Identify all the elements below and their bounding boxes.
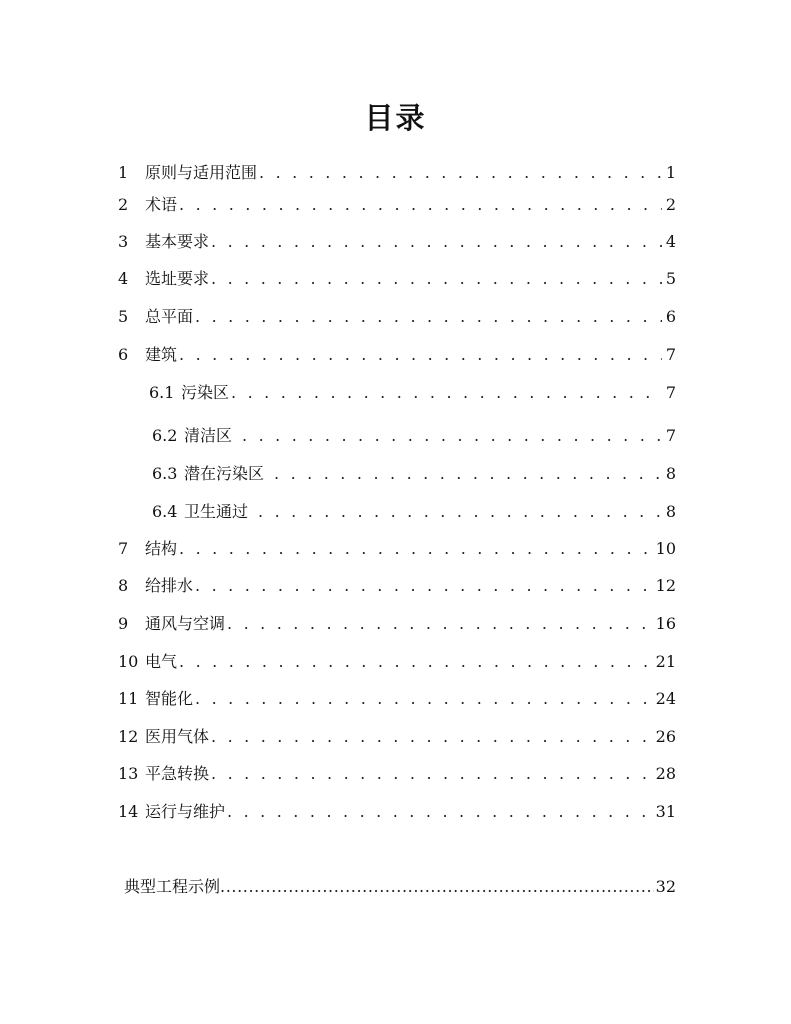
toc-entry-page: 21 bbox=[655, 652, 676, 671]
toc-entry-label: 基本要求 bbox=[145, 232, 210, 251]
toc-entry-14[interactable] bbox=[118, 800, 676, 824]
toc-dot-leader bbox=[242, 424, 662, 448]
toc-dot-leader bbox=[258, 500, 662, 524]
toc-entry-10[interactable] bbox=[118, 650, 676, 674]
toc-entry-number: 6 bbox=[118, 345, 129, 364]
toc-dot-leader bbox=[220, 875, 654, 899]
toc-entry-number: 6.3 bbox=[152, 464, 178, 483]
toc-entry-page: 5 bbox=[665, 269, 676, 288]
toc-entry-appendix[interactable] bbox=[124, 875, 676, 899]
toc-entry-number: 4 bbox=[118, 269, 129, 288]
toc-entry-label: 典型工程示例 bbox=[124, 877, 221, 896]
toc-entry-label: 污染区 bbox=[181, 383, 230, 402]
toc-dot-leader bbox=[179, 650, 652, 674]
toc-entry-number: 6.1 bbox=[149, 383, 175, 402]
toc-entry-1[interactable] bbox=[118, 161, 676, 185]
toc-entry-label: 术语 bbox=[145, 195, 178, 214]
toc-entry-label: 建筑 bbox=[145, 345, 178, 364]
toc-dot-leader bbox=[211, 762, 652, 786]
toc-entry-number: 3 bbox=[118, 232, 129, 251]
toc-entry-page: 24 bbox=[655, 689, 676, 708]
toc-dot-leader bbox=[259, 161, 662, 185]
toc-entry-6-2[interactable] bbox=[152, 424, 676, 448]
toc-entry-label: 清洁区 bbox=[184, 426, 233, 445]
toc-entry-label: 医用气体 bbox=[145, 727, 210, 746]
page-title: 目录 bbox=[364, 101, 427, 135]
toc-entry-label: 智能化 bbox=[145, 689, 194, 708]
toc-dot-leader bbox=[211, 725, 652, 749]
toc-entry-page: 28 bbox=[655, 764, 676, 783]
toc-entry-13[interactable] bbox=[118, 762, 676, 786]
toc-entry-number: 2 bbox=[118, 195, 129, 214]
toc-entry-page: 16 bbox=[655, 614, 676, 633]
toc-dot-leader bbox=[274, 462, 662, 486]
toc-entry-2[interactable] bbox=[118, 193, 676, 217]
toc-entry-label: 潜在污染区 bbox=[184, 464, 265, 483]
toc-dot-leader bbox=[231, 381, 662, 405]
toc-dot-leader bbox=[211, 267, 662, 291]
toc-entry-number: 11 bbox=[118, 689, 139, 708]
toc-entry-label: 原则与适用范围 bbox=[145, 163, 258, 182]
toc-entry-page: 10 bbox=[655, 539, 676, 558]
toc-entry-page: 7 bbox=[665, 345, 676, 364]
toc-entry-11[interactable] bbox=[118, 687, 676, 711]
toc-entry-number: 7 bbox=[118, 539, 129, 558]
toc-entry-number: 12 bbox=[118, 727, 139, 746]
toc-entry-label: 总平面 bbox=[145, 307, 194, 326]
toc-entry-number: 13 bbox=[118, 764, 139, 783]
toc-entry-7[interactable] bbox=[118, 537, 676, 561]
toc-entry-page: 32 bbox=[655, 877, 676, 896]
toc-entry-label: 平急转换 bbox=[145, 764, 210, 783]
toc-entry-label: 运行与维护 bbox=[145, 802, 226, 821]
toc-entry-5[interactable] bbox=[118, 305, 676, 329]
toc-entry-4[interactable] bbox=[118, 267, 676, 291]
toc-entry-number: 9 bbox=[118, 614, 129, 633]
toc-entry-label: 结构 bbox=[145, 539, 178, 558]
toc-entry-page: 12 bbox=[655, 576, 676, 595]
toc-dot-leader bbox=[195, 305, 662, 329]
toc-entry-8[interactable] bbox=[118, 574, 676, 598]
toc-dot-leader bbox=[227, 800, 652, 824]
toc-entry-page: 8 bbox=[665, 502, 676, 521]
toc-entry-page: 7 bbox=[665, 426, 676, 445]
toc-entry-number: 10 bbox=[118, 652, 139, 671]
toc-entry-page: 7 bbox=[665, 383, 676, 402]
toc-dot-leader bbox=[179, 343, 662, 367]
toc-dot-leader bbox=[211, 230, 662, 254]
toc-entry-6-3[interactable] bbox=[152, 462, 676, 486]
toc-entry-label: 选址要求 bbox=[145, 269, 210, 288]
toc-entry-label: 卫生通过 bbox=[184, 502, 249, 521]
toc-dot-leader bbox=[179, 537, 652, 561]
toc-entry-page: 8 bbox=[665, 464, 676, 483]
toc-dot-leader bbox=[179, 193, 662, 217]
toc-entry-page: 1 bbox=[665, 163, 676, 182]
toc-entry-6-1[interactable] bbox=[149, 381, 676, 405]
toc-entry-number: 6.2 bbox=[152, 426, 178, 445]
toc-entry-number: 6.4 bbox=[152, 502, 178, 521]
toc-entry-6-4[interactable] bbox=[152, 500, 676, 524]
toc-entry-page: 4 bbox=[665, 232, 676, 251]
toc-entry-3[interactable] bbox=[118, 230, 676, 254]
toc-entry-label: 给排水 bbox=[145, 576, 194, 595]
toc-entry-page: 26 bbox=[655, 727, 676, 746]
toc-entry-label: 电气 bbox=[145, 652, 178, 671]
toc-entry-page: 31 bbox=[655, 802, 676, 821]
toc-entry-page: 6 bbox=[665, 307, 676, 326]
toc-dot-leader bbox=[195, 574, 652, 598]
toc-entry-6[interactable] bbox=[118, 343, 676, 367]
toc-entry-number: 14 bbox=[118, 802, 139, 821]
toc-entry-number: 8 bbox=[118, 576, 129, 595]
toc-dot-leader bbox=[195, 687, 652, 711]
toc-entry-page: 2 bbox=[665, 195, 676, 214]
toc-entry-12[interactable] bbox=[118, 725, 676, 749]
toc-entry-number: 1 bbox=[118, 163, 129, 182]
toc-dot-leader bbox=[227, 612, 652, 636]
toc-entry-9[interactable] bbox=[118, 612, 676, 636]
toc-entry-label: 通风与空调 bbox=[145, 614, 226, 633]
toc-entry-number: 5 bbox=[118, 307, 129, 326]
